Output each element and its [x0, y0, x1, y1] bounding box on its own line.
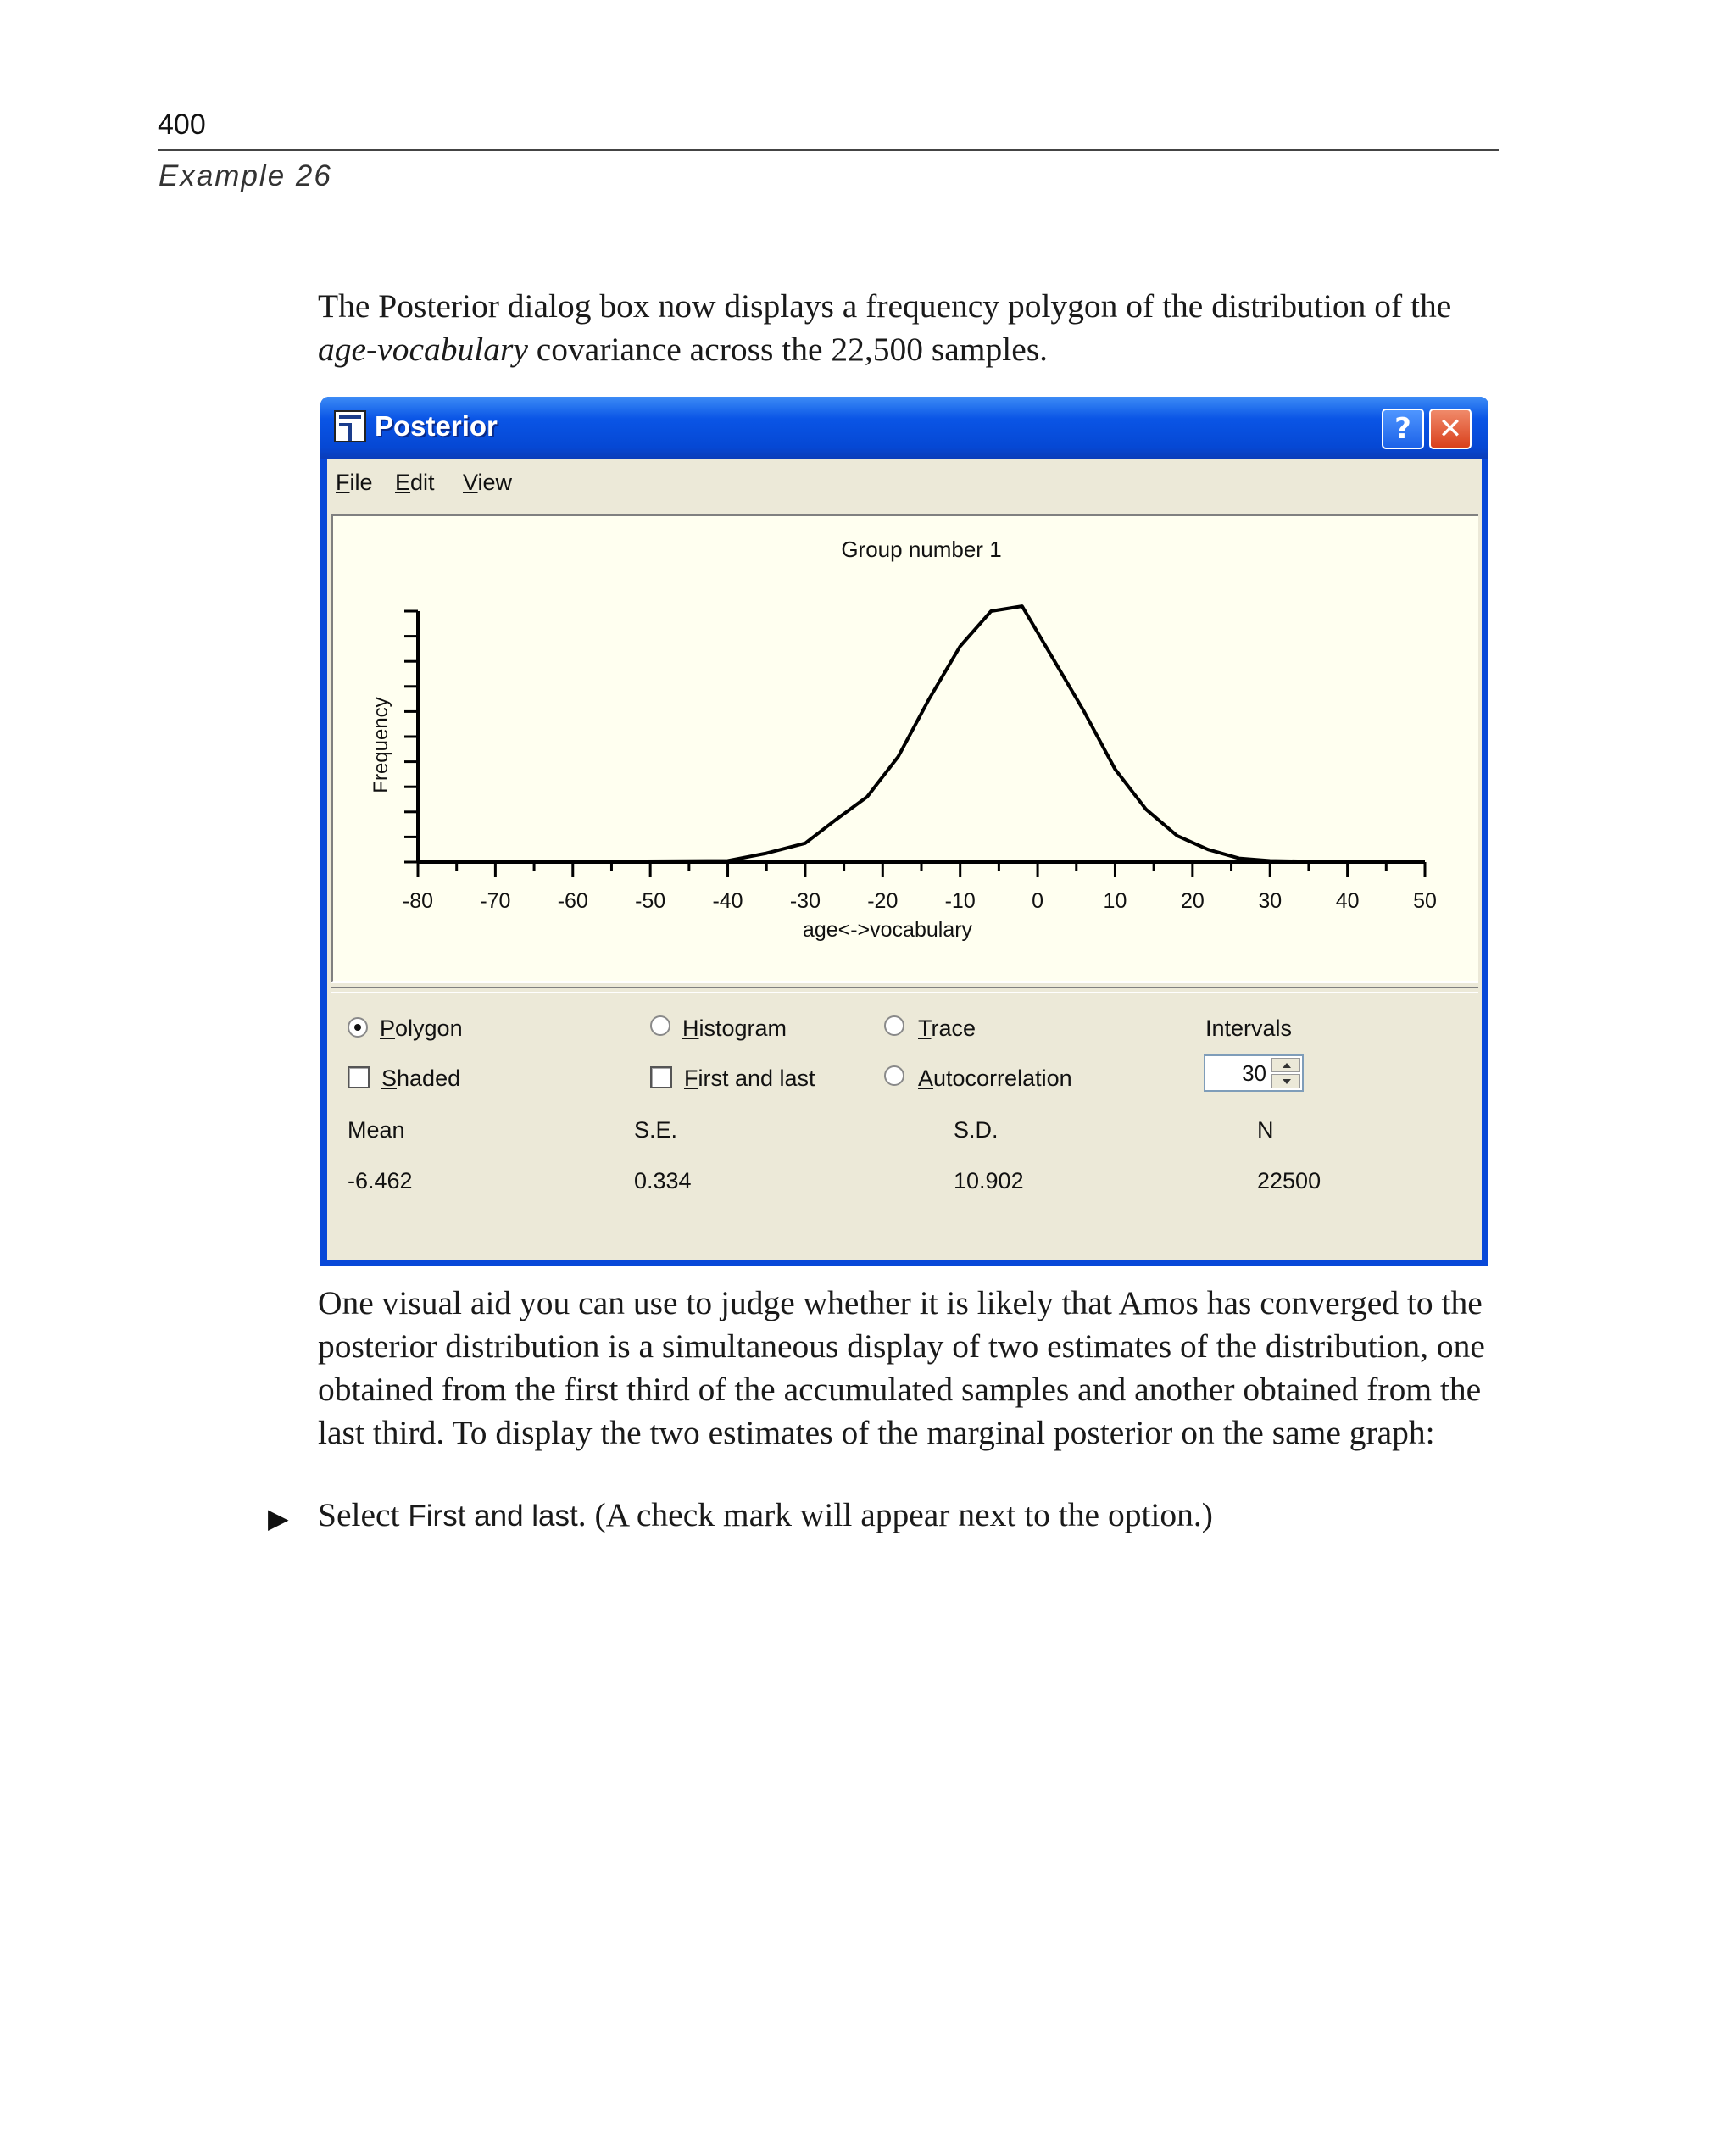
n-value: 22500 — [1257, 1168, 1321, 1193]
x-tick-label: -70 — [480, 889, 511, 913]
sd-header: S.D. — [954, 1117, 999, 1143]
plot-area — [331, 514, 1478, 983]
help-button[interactable]: ? — [1382, 409, 1424, 449]
running-header: Example 26 — [159, 159, 332, 192]
menu-file[interactable]: File — [336, 470, 373, 495]
x-tick-label: 10 — [1103, 889, 1127, 913]
dialog-title: Posterior — [375, 410, 498, 442]
intro-text-b: covariance across the 22,500 samples. — [527, 331, 1049, 368]
step-text-b: . (A check mark will appear next to the option.) — [577, 1496, 1213, 1533]
y-axis-label: Frequency — [370, 697, 392, 793]
x-tick-label: -50 — [635, 889, 666, 913]
header-rule — [158, 149, 1499, 151]
trace-label[interactable]: Trace — [918, 1015, 976, 1041]
polygon-label[interactable]: Polygon — [380, 1015, 463, 1041]
page-number: 400 — [158, 108, 206, 141]
title-bar[interactable] — [320, 397, 1488, 459]
posterior-dialog — [320, 397, 1488, 1266]
shaded-label[interactable]: Shaded — [381, 1066, 461, 1091]
close-button[interactable]: ✕ — [1429, 409, 1472, 449]
trace-radio[interactable] — [884, 1015, 904, 1036]
x-tick-label: 30 — [1258, 889, 1283, 913]
x-tick-label: -80 — [402, 889, 434, 913]
frequency-polygon-line — [495, 606, 1347, 862]
x-tick-label: 40 — [1335, 889, 1360, 913]
intro-text-a: The Posterior dialog box now displays a frequency polygon of the distribution of the — [318, 287, 1452, 325]
step-text-a: Select — [318, 1496, 409, 1533]
intervals-value[interactable]: 30 — [1242, 1060, 1266, 1086]
intervals-label: Intervals — [1205, 1015, 1293, 1041]
first-and-last-checkbox[interactable] — [650, 1066, 672, 1088]
x-axis-label: age<->vocabulary — [802, 918, 973, 942]
spin-up-arrow-icon[interactable] — [1271, 1058, 1300, 1072]
spinner-buttons — [1271, 1058, 1300, 1088]
spin-down-arrow-icon[interactable] — [1271, 1074, 1300, 1088]
histogram-label[interactable]: Histogram — [682, 1015, 787, 1041]
posterior-chart — [333, 516, 1476, 981]
x-tick-label: -40 — [712, 889, 743, 913]
mean-value: -6.462 — [348, 1168, 413, 1193]
x-tick-label: 50 — [1413, 889, 1437, 913]
x-tick-label: -30 — [789, 889, 821, 913]
instruction-step — [318, 1494, 1505, 1538]
intervals-spinner[interactable] — [1204, 1054, 1304, 1092]
chart-title: Group number 1 — [841, 537, 1002, 562]
polygon-radio[interactable] — [348, 1017, 368, 1038]
first-and-last-label[interactable]: First and last — [684, 1066, 815, 1091]
x-tick-label: -60 — [557, 889, 588, 913]
menu-view[interactable]: View — [463, 470, 513, 495]
shaded-checkbox[interactable] — [348, 1066, 370, 1088]
n-header: N — [1257, 1117, 1274, 1143]
histogram-radio[interactable] — [650, 1015, 670, 1036]
autocorrelation-label[interactable]: Autocorrelation — [918, 1066, 1072, 1091]
mean-header: Mean — [348, 1117, 405, 1143]
intro-paragraph — [318, 285, 1505, 371]
app-window-icon — [334, 410, 366, 442]
sd-value: 10.902 — [954, 1168, 1024, 1193]
pane-splitter[interactable] — [331, 987, 1478, 993]
menu-bar — [327, 459, 1482, 507]
x-tick-label: -10 — [944, 889, 976, 913]
x-tick-label: 0 — [1032, 889, 1044, 913]
menu-edit[interactable]: Edit — [395, 470, 435, 495]
x-tick-label: -20 — [867, 889, 899, 913]
x-tick-label: 20 — [1180, 889, 1205, 913]
autocorrelation-radio[interactable] — [884, 1066, 904, 1086]
explanation-paragraph: One visual aid you can use to judge whether it is likely that Amos has converged to the posterior distribution is a simultaneous display of two estimates of the distribution, one obtained from the first third of the accumulated samples and another obtained from the last third. To display the two estimates of the marginal posterior on the same graph: — [318, 1284, 1485, 1451]
intro-italic-term: age-vocabulary — [318, 331, 528, 368]
se-header: S.E. — [634, 1117, 678, 1143]
step-bullet-icon: ▶ — [268, 1502, 289, 1534]
se-value: 0.334 — [634, 1168, 692, 1193]
step-option-name: First and last — [408, 1499, 578, 1533]
dialog-client-area — [327, 459, 1482, 1260]
